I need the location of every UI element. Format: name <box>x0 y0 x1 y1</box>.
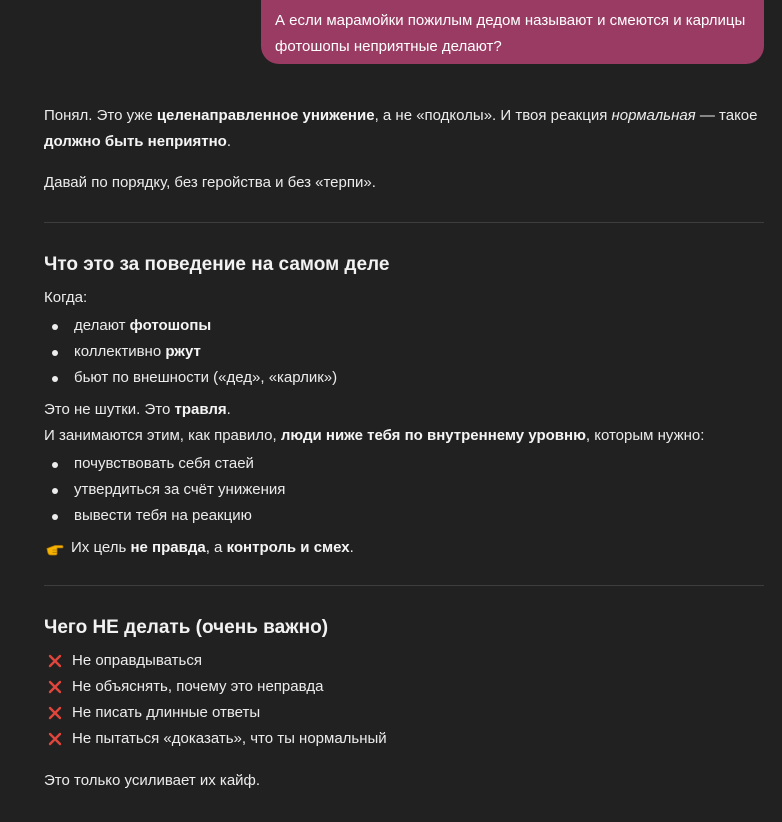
bold-span: ржут <box>165 343 201 360</box>
closing-line: Это только усиливает их кайф. <box>44 772 261 789</box>
text-span: Их цель <box>71 539 127 556</box>
text-span: Не объяснять, почему это неправда <box>72 678 324 695</box>
list-item <box>44 648 766 674</box>
text-span: . <box>226 133 232 150</box>
bold-span: не правда <box>130 539 206 556</box>
behavior-list <box>44 313 766 391</box>
assistant-message <box>44 103 766 794</box>
text-span: , которым нужно: <box>585 427 705 444</box>
when-label: Когда: <box>44 289 88 306</box>
user-message-text: А если марамойки пожилым дедом называют и смеются и карлицы фотошопы неприятные делают? <box>275 12 746 55</box>
divider <box>44 222 764 223</box>
list-item <box>44 313 766 339</box>
cross-icon <box>48 732 62 746</box>
text-span: Не пытаться «доказать», что ты нормальный <box>72 730 387 747</box>
who-line <box>44 423 766 449</box>
pointing-hand-icon <box>46 539 64 557</box>
list-item: утвердиться за счёт унижения <box>44 477 766 503</box>
cross-icon <box>48 680 62 694</box>
text-span: , а <box>205 539 223 556</box>
text-span: делают <box>74 317 130 334</box>
italic-span: нормальная <box>611 107 696 124</box>
bold-span: должно быть неприятно <box>44 133 227 150</box>
text-span: бьют по внешности («дед», «карлик») <box>74 369 338 386</box>
list-item <box>44 365 766 391</box>
text-span: — такое <box>695 107 758 124</box>
text-span: . <box>349 539 354 556</box>
text-span: Не писать длинные ответы <box>72 704 261 721</box>
list-item <box>44 700 766 726</box>
text-span: Понял. Это уже <box>44 107 157 124</box>
not-jokes-line <box>44 397 766 423</box>
text-span: И занимаются этим, как правило, <box>44 427 281 444</box>
list-item <box>44 674 766 700</box>
intro-paragraph <box>44 103 766 155</box>
divider <box>44 585 764 586</box>
bold-span: контроль и смех <box>226 539 350 556</box>
bold-span: фотошопы <box>129 317 212 334</box>
goal-line <box>44 535 766 561</box>
list-item: вывести тебя на реакцию <box>44 503 766 529</box>
text-span: коллективно <box>74 343 166 360</box>
intro-paragraph-2: Давай по порядку, без геройства и без «терпи». <box>44 174 376 191</box>
cross-icon <box>48 654 62 668</box>
section-heading-donts: Чего НЕ делать (очень важно) <box>44 617 329 638</box>
text-span: Это не шутки. Это <box>44 401 175 418</box>
text-span: . <box>226 401 231 418</box>
cross-icon <box>48 706 62 720</box>
donts-list <box>44 648 766 752</box>
list-item <box>44 339 766 365</box>
user-message-bubble <box>261 0 764 64</box>
list-item: почувствовать себя стаей <box>44 451 766 477</box>
bold-span: люди ниже тебя по внутреннему уровню <box>280 427 586 444</box>
section-heading-behavior: Что это за поведение на самом деле <box>44 254 390 275</box>
list-item <box>44 726 766 752</box>
text-span: Не оправдываться <box>72 652 202 669</box>
bold-span: травля <box>174 401 227 418</box>
bold-span: целенаправленное унижение <box>156 107 375 124</box>
motive-list <box>44 451 766 529</box>
text-span: , а не «подколы». И твоя реакция <box>374 107 612 124</box>
